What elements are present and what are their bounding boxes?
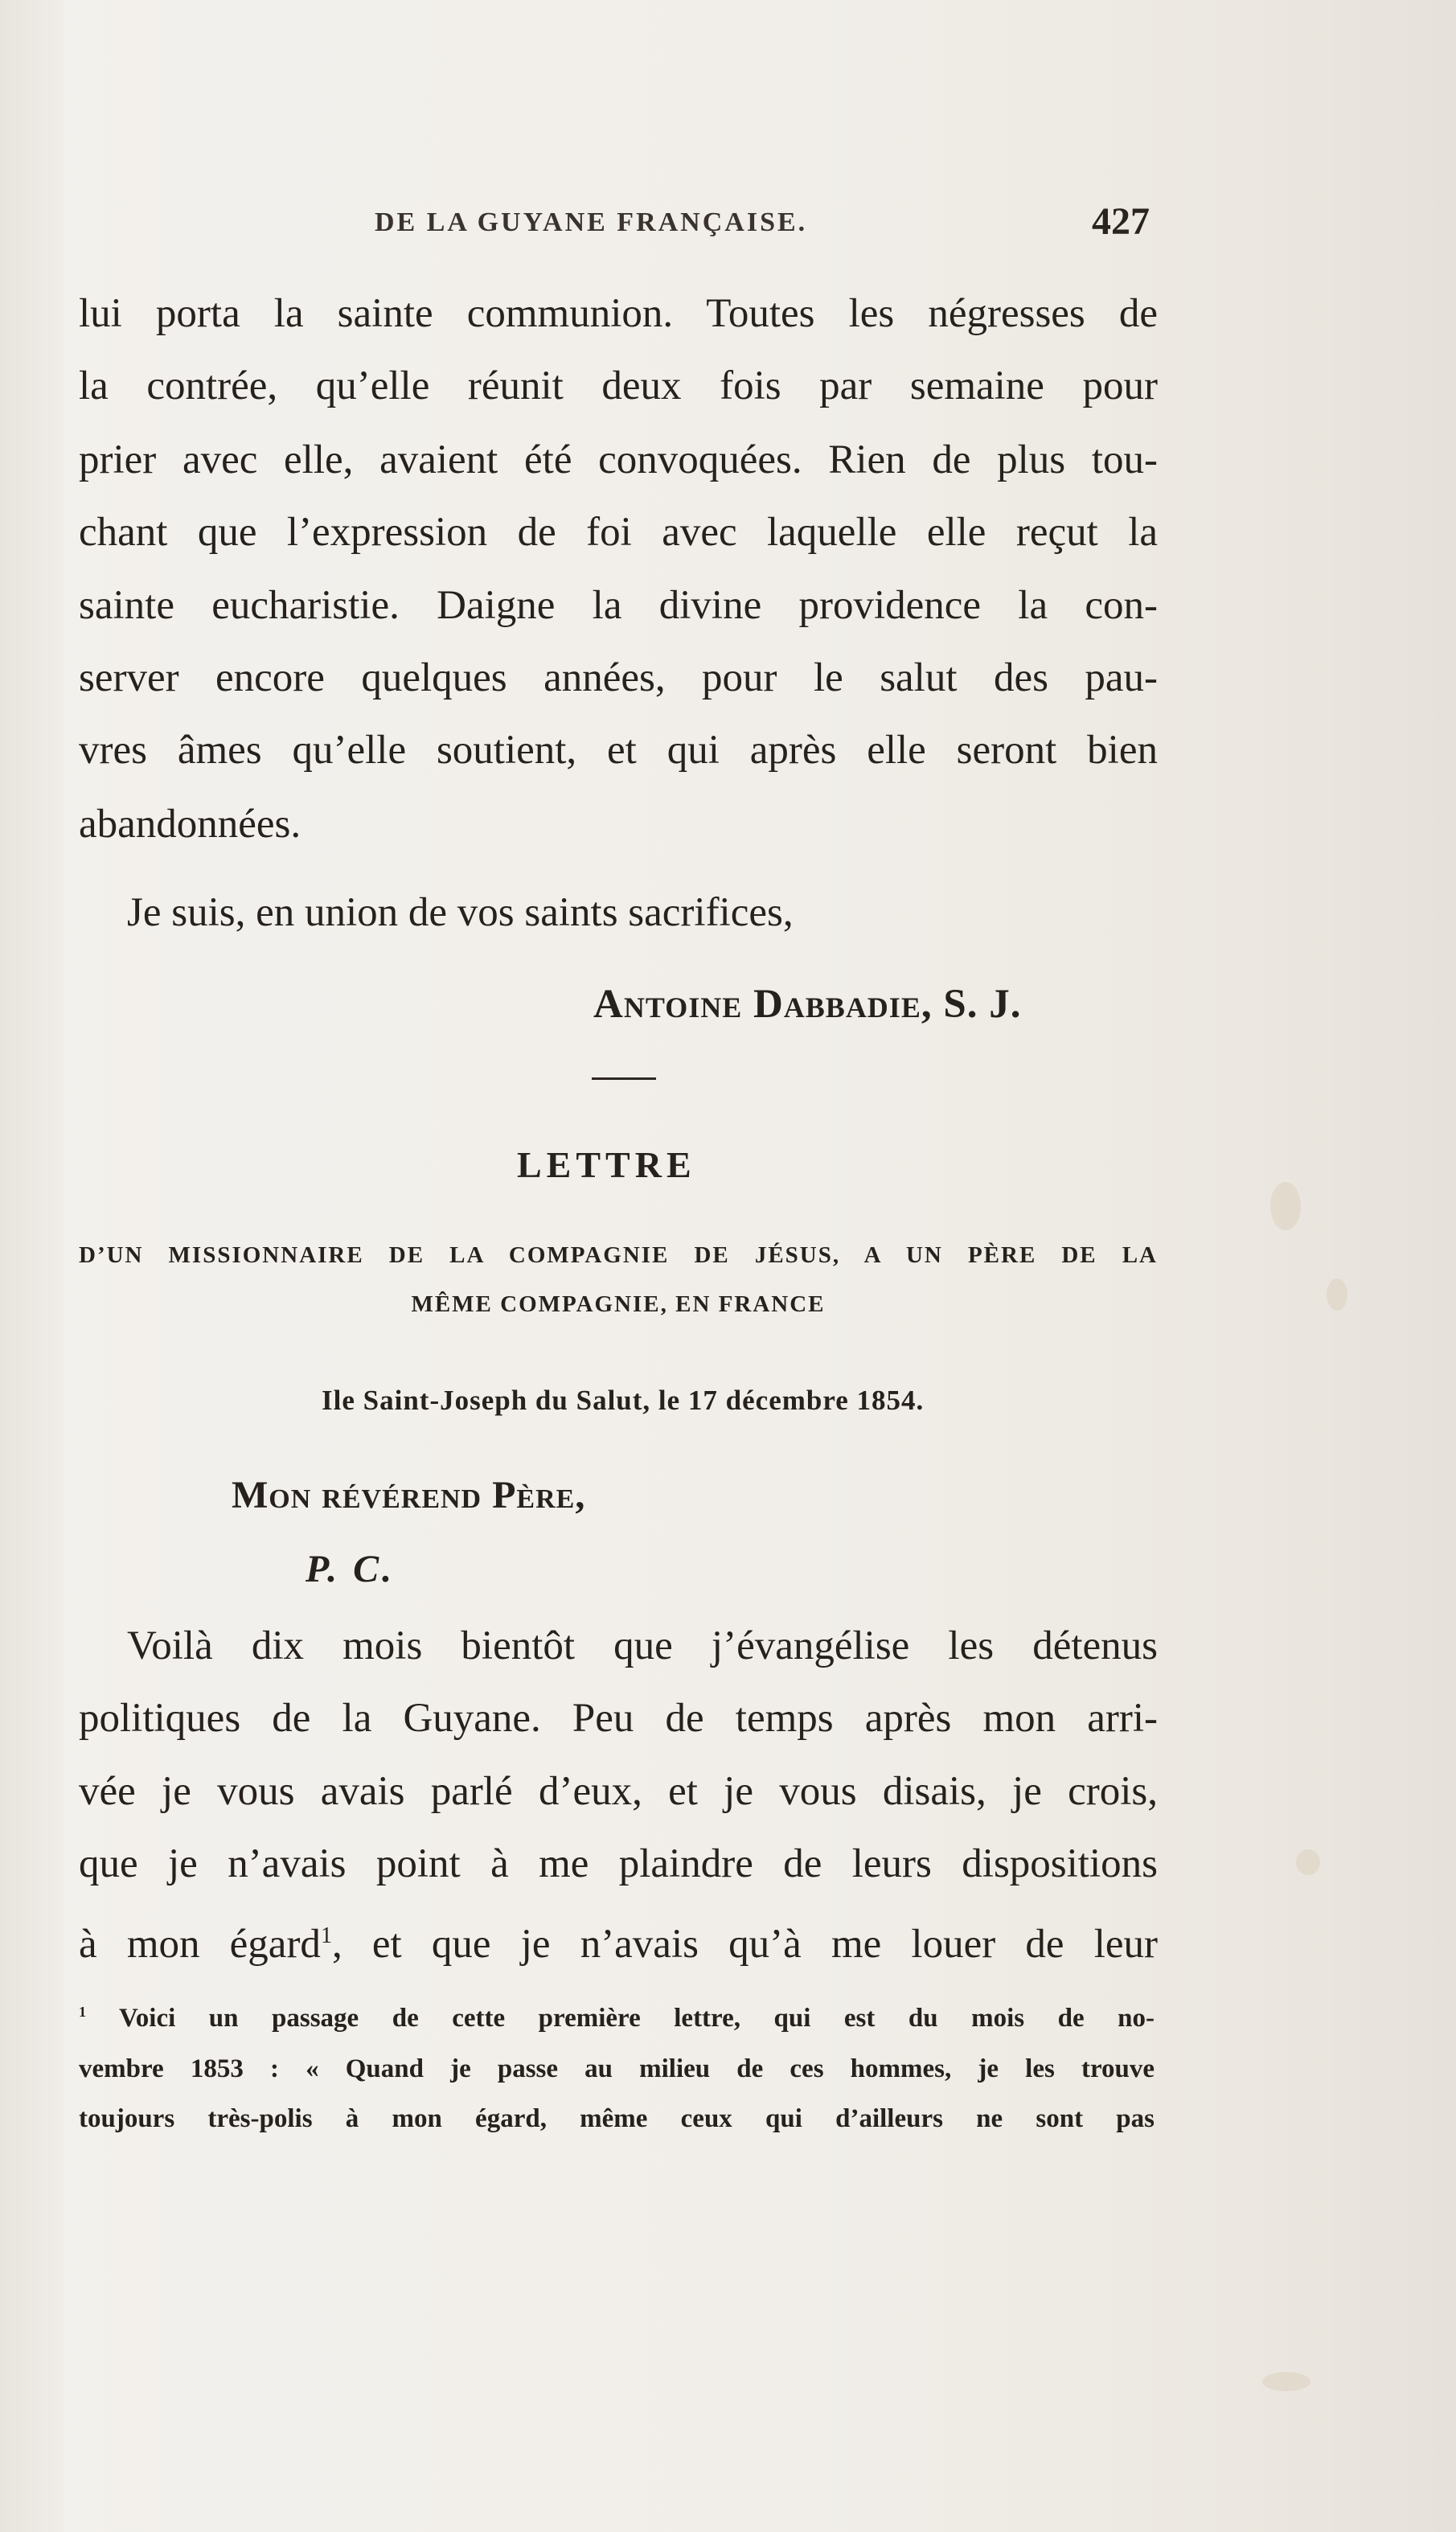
signature: Antoine Dabbadie, S. J.: [593, 982, 1022, 1027]
letter-title: LETTRE: [517, 1144, 696, 1185]
letter-subtitle: MÊME COMPAGNIE, EN FRANCE: [411, 1291, 826, 1317]
dateline: Ile Saint-Joseph du Salut, le 17 décembre 1854.: [322, 1385, 925, 1416]
text-line: server encore quelques années, pour le salut des pau-: [79, 655, 1158, 700]
salutation: Mon révérend Père,: [232, 1474, 586, 1516]
text-fragment: , et que je n’avais qu’à me louer de leur: [331, 1922, 1159, 1967]
text-fragment: à mon égard: [79, 1922, 321, 1967]
text-line: vres âmes qu’elle soutient, et qui après elle seront bien: [79, 728, 1158, 773]
footnote-line: toujours très-polis à mon égard, même ceux qui d’ailleurs ne sont pas: [79, 2104, 1155, 2133]
text-line: vée je vous avais parlé d’eux, et je vous disais, je crois,: [79, 1769, 1158, 1814]
text-line: abandonnées.: [79, 802, 301, 847]
text-line: sainte eucharistie. Daigne la divine providence la con-: [79, 583, 1158, 628]
ink-stain: [1262, 2372, 1310, 2391]
text-line: chant que l’expression de foi avec laquelle elle reçut la: [79, 510, 1158, 555]
page-number: 427: [1092, 200, 1150, 243]
text-line: Voilà dix mois bientôt que j’évangélise les détenus: [127, 1623, 1158, 1668]
footnote-marker: 1: [79, 2004, 87, 2020]
ink-stain: [1327, 1278, 1347, 1311]
ink-stain: [1270, 1182, 1301, 1230]
pc-abbreviation: P. C.: [306, 1548, 396, 1590]
left-page-edge: [0, 0, 64, 2532]
letter-subtitle: D’UN MISSIONNAIRE DE LA COMPAGNIE DE JÉSUS, A UN PÈRE DE LA: [79, 1242, 1158, 1268]
footnote-line: vembre 1853 : « Quand je passe au milieu de ces hommes, je les trouve: [79, 2054, 1155, 2083]
text-line: que je n’avais point à me plaindre de leurs dispositions: [79, 1841, 1158, 1886]
text-line: lui porta la sainte communion. Toutes les négresses de: [79, 291, 1158, 336]
text-line: prier avec elle, avaient été convoquées. Rien de plus tou-: [79, 437, 1158, 482]
ink-stain: [1296, 1849, 1320, 1875]
running-title: DE LA GUYANE FRANÇAISE.: [375, 207, 808, 237]
text-line: [79, 1908, 1158, 1972]
text-line: la contrée, qu’elle réunit deux fois par semaine pour: [79, 363, 1158, 408]
footnote-reference: 1: [320, 1923, 332, 1948]
footnote-line: [79, 2004, 1155, 2033]
closing-line: Je suis, en union de vos saints sacrifices,: [127, 890, 794, 935]
text-line: politiques de la Guyane. Peu de temps après mon arri-: [79, 1696, 1158, 1741]
separator-rule: [592, 1077, 656, 1080]
footnote-text: Voici un passage de cette première lettre, qui est du mois de no-: [86, 2004, 1155, 2033]
